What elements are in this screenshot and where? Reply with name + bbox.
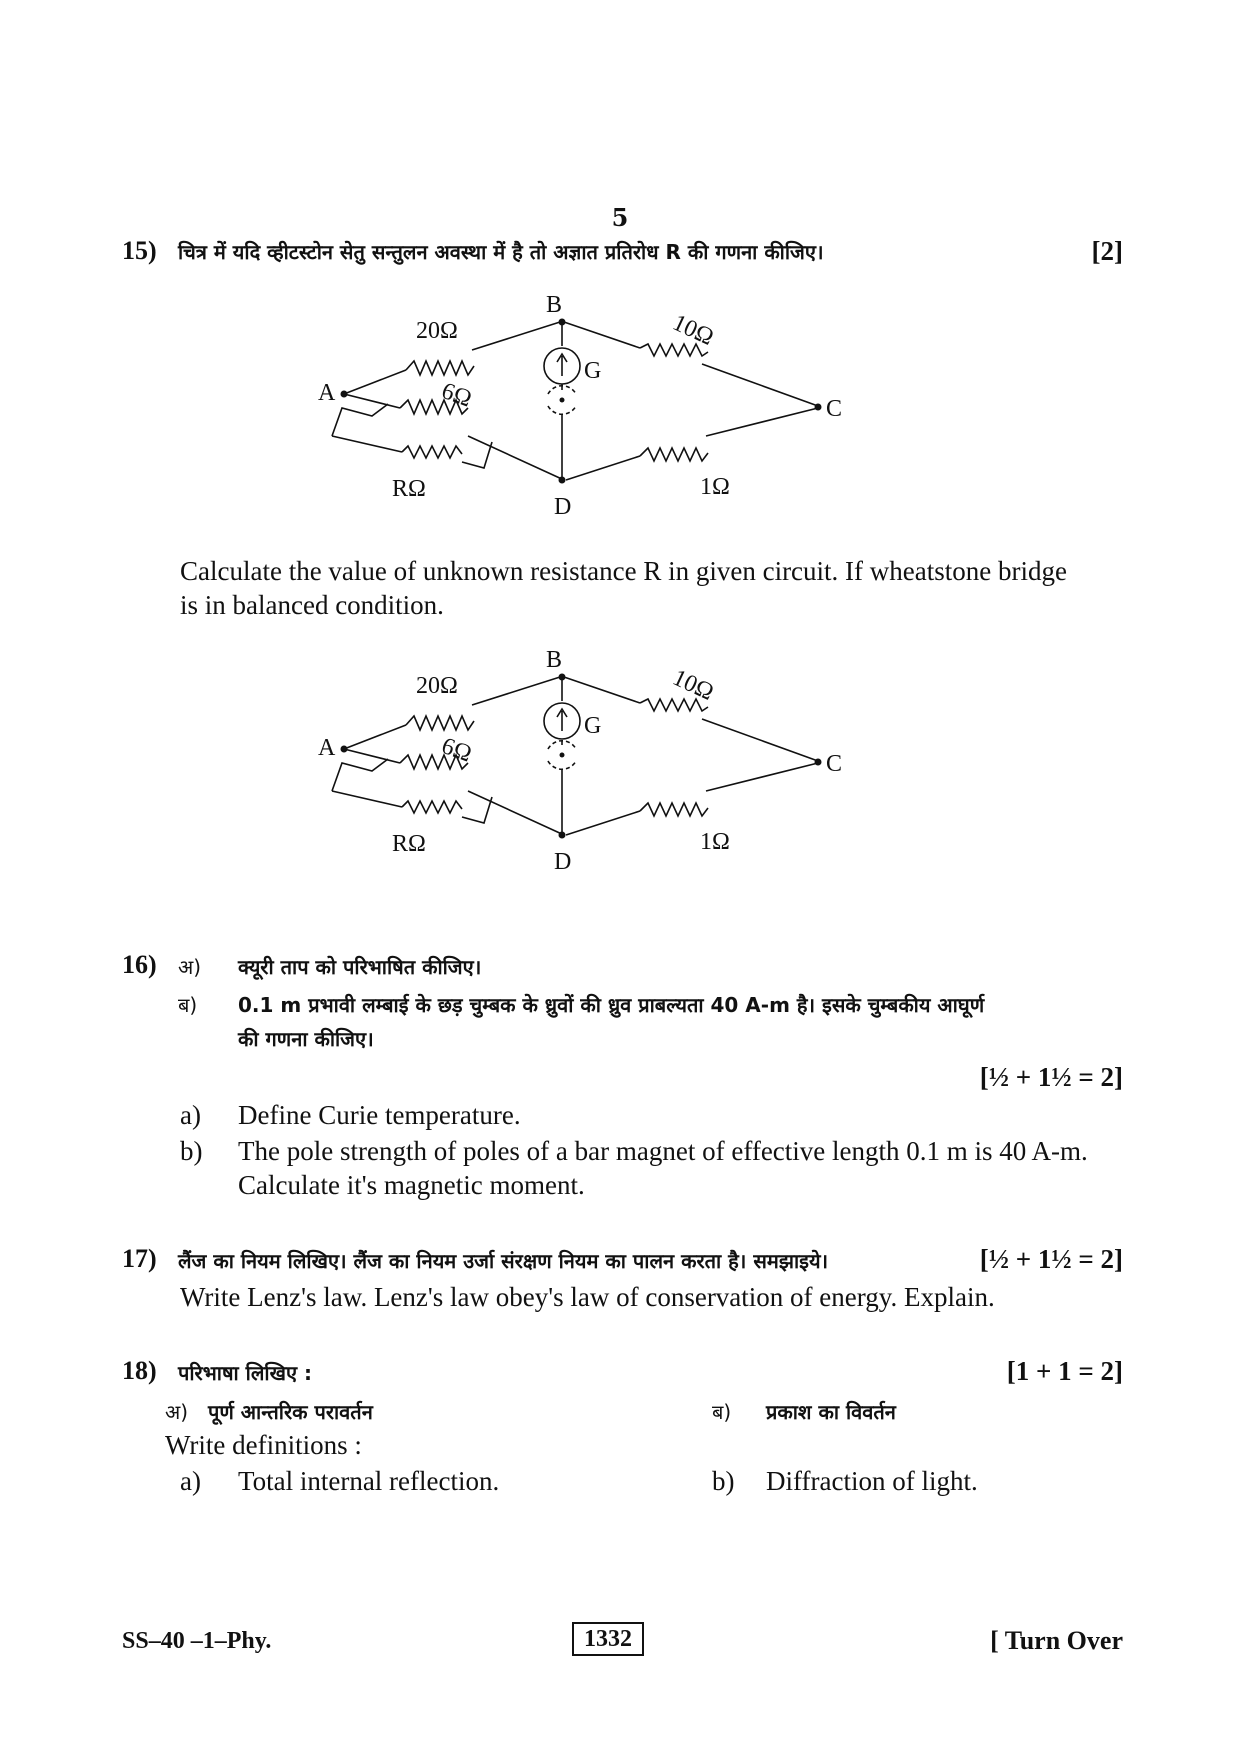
question-18-hindi-b: प्रकाश का विवर्तन	[766, 1400, 896, 1424]
question-17-number: 17)	[122, 1244, 157, 1273]
node-b-label: B	[546, 292, 563, 318]
question-15-hindi: चित्र में यदि व्हीटस्टोन सेतु सन्तुलन अवस्था में है तो अज्ञात प्रतिरोध R की गणना कीजिए।	[178, 240, 824, 264]
question-16-number: 16)	[122, 950, 157, 979]
question-15-english-line1: Calculate the value of unknown resistance R in given circuit. If wheatstone bridge	[180, 556, 1067, 586]
question-16-hindi-a-label: अ)	[178, 955, 202, 979]
resistor-r-label: RΩ	[392, 476, 426, 502]
page-number: 5	[611, 203, 629, 232]
question-16-english-b-label: b)	[180, 1136, 203, 1166]
resistor-dc-label: 1Ω	[700, 829, 730, 855]
question-18-hindi-a-label: अ)	[165, 1400, 189, 1424]
resistor-ad-label: 6Ω	[438, 377, 475, 413]
question-18-marks: [1 + 1 = 2]	[1006, 1356, 1123, 1386]
question-16-hindi-b-line1: 0.1 m प्रभावी लम्बाई के छड़ चुम्बक के ध्रुवों की ध्रुव प्राबल्यता 40 A-m है। इसके चुम्बकीय आघूर्ण	[238, 993, 985, 1017]
resistor-dc-label: 1Ω	[700, 474, 730, 500]
question-16-hindi-b-line2: की गणना कीजिए।	[238, 1027, 374, 1051]
resistor-ad-label: 6Ω	[438, 732, 475, 768]
question-18-english-a: Total internal reflection.	[238, 1466, 500, 1496]
question-15-marks: [2]	[1091, 236, 1123, 266]
node-c-label: C	[826, 396, 843, 422]
question-18-english-b-label: b)	[712, 1466, 735, 1496]
resistor-bc-label: 10Ω	[668, 309, 718, 351]
node-d-label: D	[554, 849, 572, 875]
question-16-hindi-a: क्यूरी ताप को परिभाषित कीजिए।	[238, 955, 482, 979]
node-a-label: A	[318, 735, 336, 761]
question-18-hindi-b-label: ब)	[712, 1400, 732, 1424]
question-18-hindi-a: पूर्ण आन्तरिक परावर्तन	[208, 1400, 373, 1424]
paper-code: SS–40 –1–Phy.	[122, 1628, 272, 1654]
resistor-ab-label: 20Ω	[416, 318, 458, 344]
question-18-hindi: परिभाषा लिखिए :	[178, 1361, 312, 1385]
node-c-label: C	[826, 751, 843, 777]
question-16-english-a-label: a)	[180, 1100, 201, 1130]
question-17-marks: [½ + 1½ = 2]	[979, 1244, 1123, 1274]
question-15-number: 15)	[122, 236, 157, 265]
galvanometer-label: G	[584, 713, 602, 739]
question-18-number: 18)	[122, 1356, 157, 1385]
node-d-label: D	[554, 494, 572, 520]
resistor-ab-label: 20Ω	[416, 673, 458, 699]
node-a-label: A	[318, 380, 336, 406]
question-18-english-b: Diffraction of light.	[766, 1466, 978, 1496]
question-16-english-b-line2: Calculate it's magnetic moment.	[238, 1170, 585, 1200]
question-15-english-line2: is in balanced condition.	[180, 590, 444, 620]
resistor-bc-label: 10Ω	[668, 664, 718, 706]
question-16-marks: [½ + 1½ = 2]	[979, 1062, 1123, 1092]
question-16-english-a: Define Curie temperature.	[238, 1100, 521, 1130]
turn-over-label: [ Turn Over	[990, 1626, 1123, 1655]
galvanometer-label: G	[584, 358, 602, 384]
question-17-english: Write Lenz's law. Lenz's law obey's law of conservation of energy. Explain.	[180, 1282, 995, 1312]
question-16-hindi-b-label: ब)	[178, 993, 198, 1017]
question-18-english-a-label: a)	[180, 1466, 201, 1496]
wheatstone-bridge-diagram-hindi	[310, 290, 890, 530]
question-16-english-b-line1: The pole strength of poles of a bar magnet of effective length 0.1 m is 40 A-m.	[238, 1136, 1088, 1166]
page-code-box: 1332	[572, 1622, 644, 1656]
wheatstone-bridge-diagram-english	[310, 645, 890, 885]
resistor-r-label: RΩ	[392, 831, 426, 857]
question-17-hindi: लैंज का नियम लिखिए। लैंज का नियम उर्जा संरक्षण नियम का पालन करता है। समझाइये।	[178, 1249, 829, 1273]
question-18-english: Write definitions :	[165, 1430, 362, 1460]
node-b-label: B	[546, 647, 563, 673]
